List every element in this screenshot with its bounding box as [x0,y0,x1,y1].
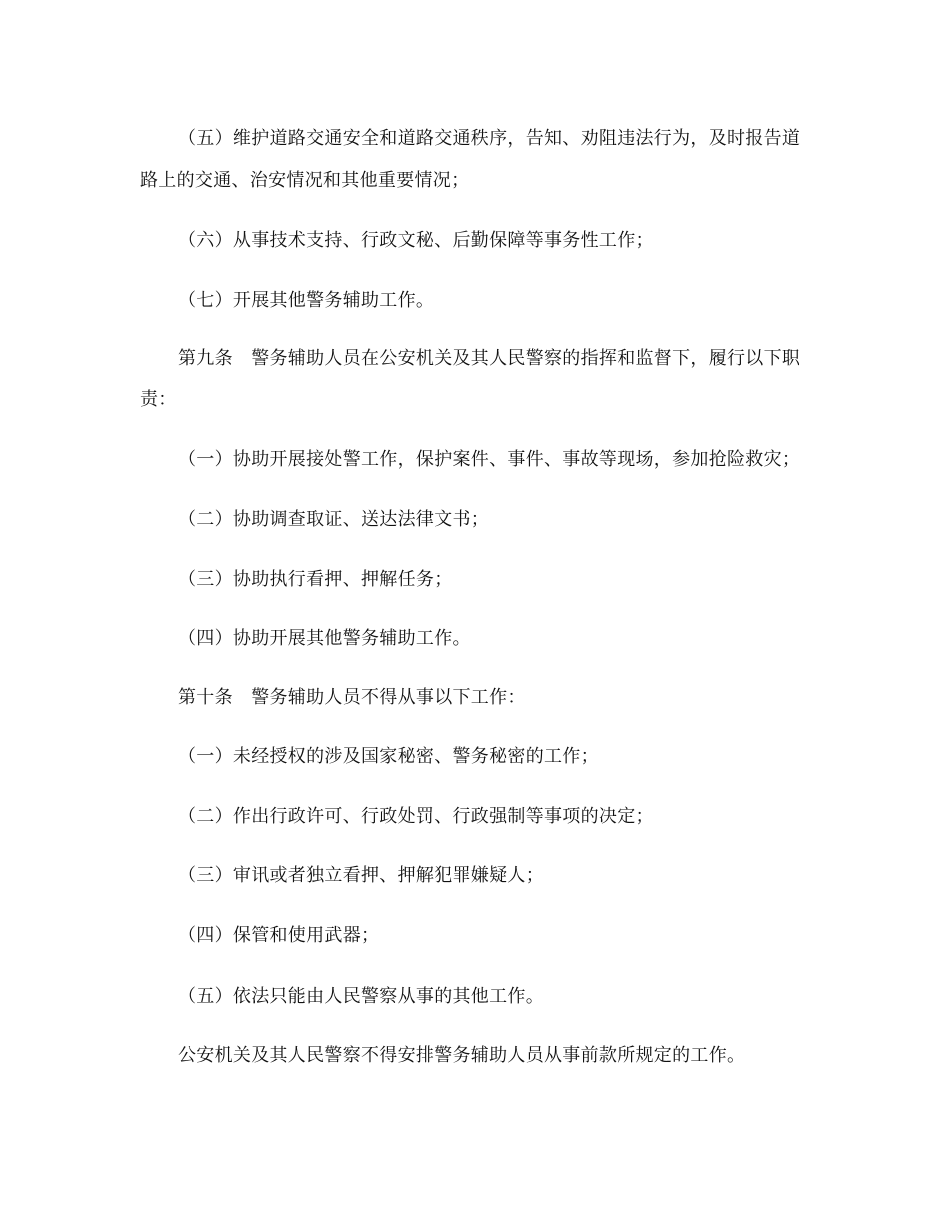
paragraph: 公安机关及其人民警察不得安排警务辅助人员从事前款所规定的工作。 [178,1045,746,1066]
article-heading-line: 第九条 警务辅助人员在公安机关及其人民警察的指挥和监督下，履行以下职 [178,348,801,369]
paragraph-line: 责： [140,389,177,410]
paragraph: （五）依法只能由人民警察从事的其他工作。 [178,986,544,1007]
paragraph: （一）协助开展接处警工作，保护案件、事件、事故等现场，参加抢险救灾； [178,449,801,470]
article-heading: 第十条 警务辅助人员不得从事以下工作： [178,687,526,708]
paragraph: （四）保管和使用武器； [178,925,380,946]
paragraph: （四）协助开展其他警务辅助工作。 [178,628,471,649]
paragraph: （二）协助调查取证、送达法律文书； [178,509,490,530]
paragraph: （六）从事技术支持、行政文秘、后勤保障等事务性工作； [178,230,654,251]
paragraph: （二）作出行政许可、行政处罚、行政强制等事项的决定； [178,806,654,827]
paragraph: （七）开展其他警务辅助工作。 [178,290,435,311]
paragraph-line: 路上的交通、治安情况和其他重要情况； [140,170,470,191]
paragraph-line: （五）维护道路交通安全和道路交通秩序，告知、劝阻违法行为，及时报告道 [178,128,801,149]
paragraph: （三）协助执行看押、押解任务； [178,569,453,590]
paragraph: （三）审讯或者独立看押、押解犯罪嫌疑人； [178,865,544,886]
paragraph: （一）未经授权的涉及国家秘密、警务秘密的工作； [178,746,599,767]
